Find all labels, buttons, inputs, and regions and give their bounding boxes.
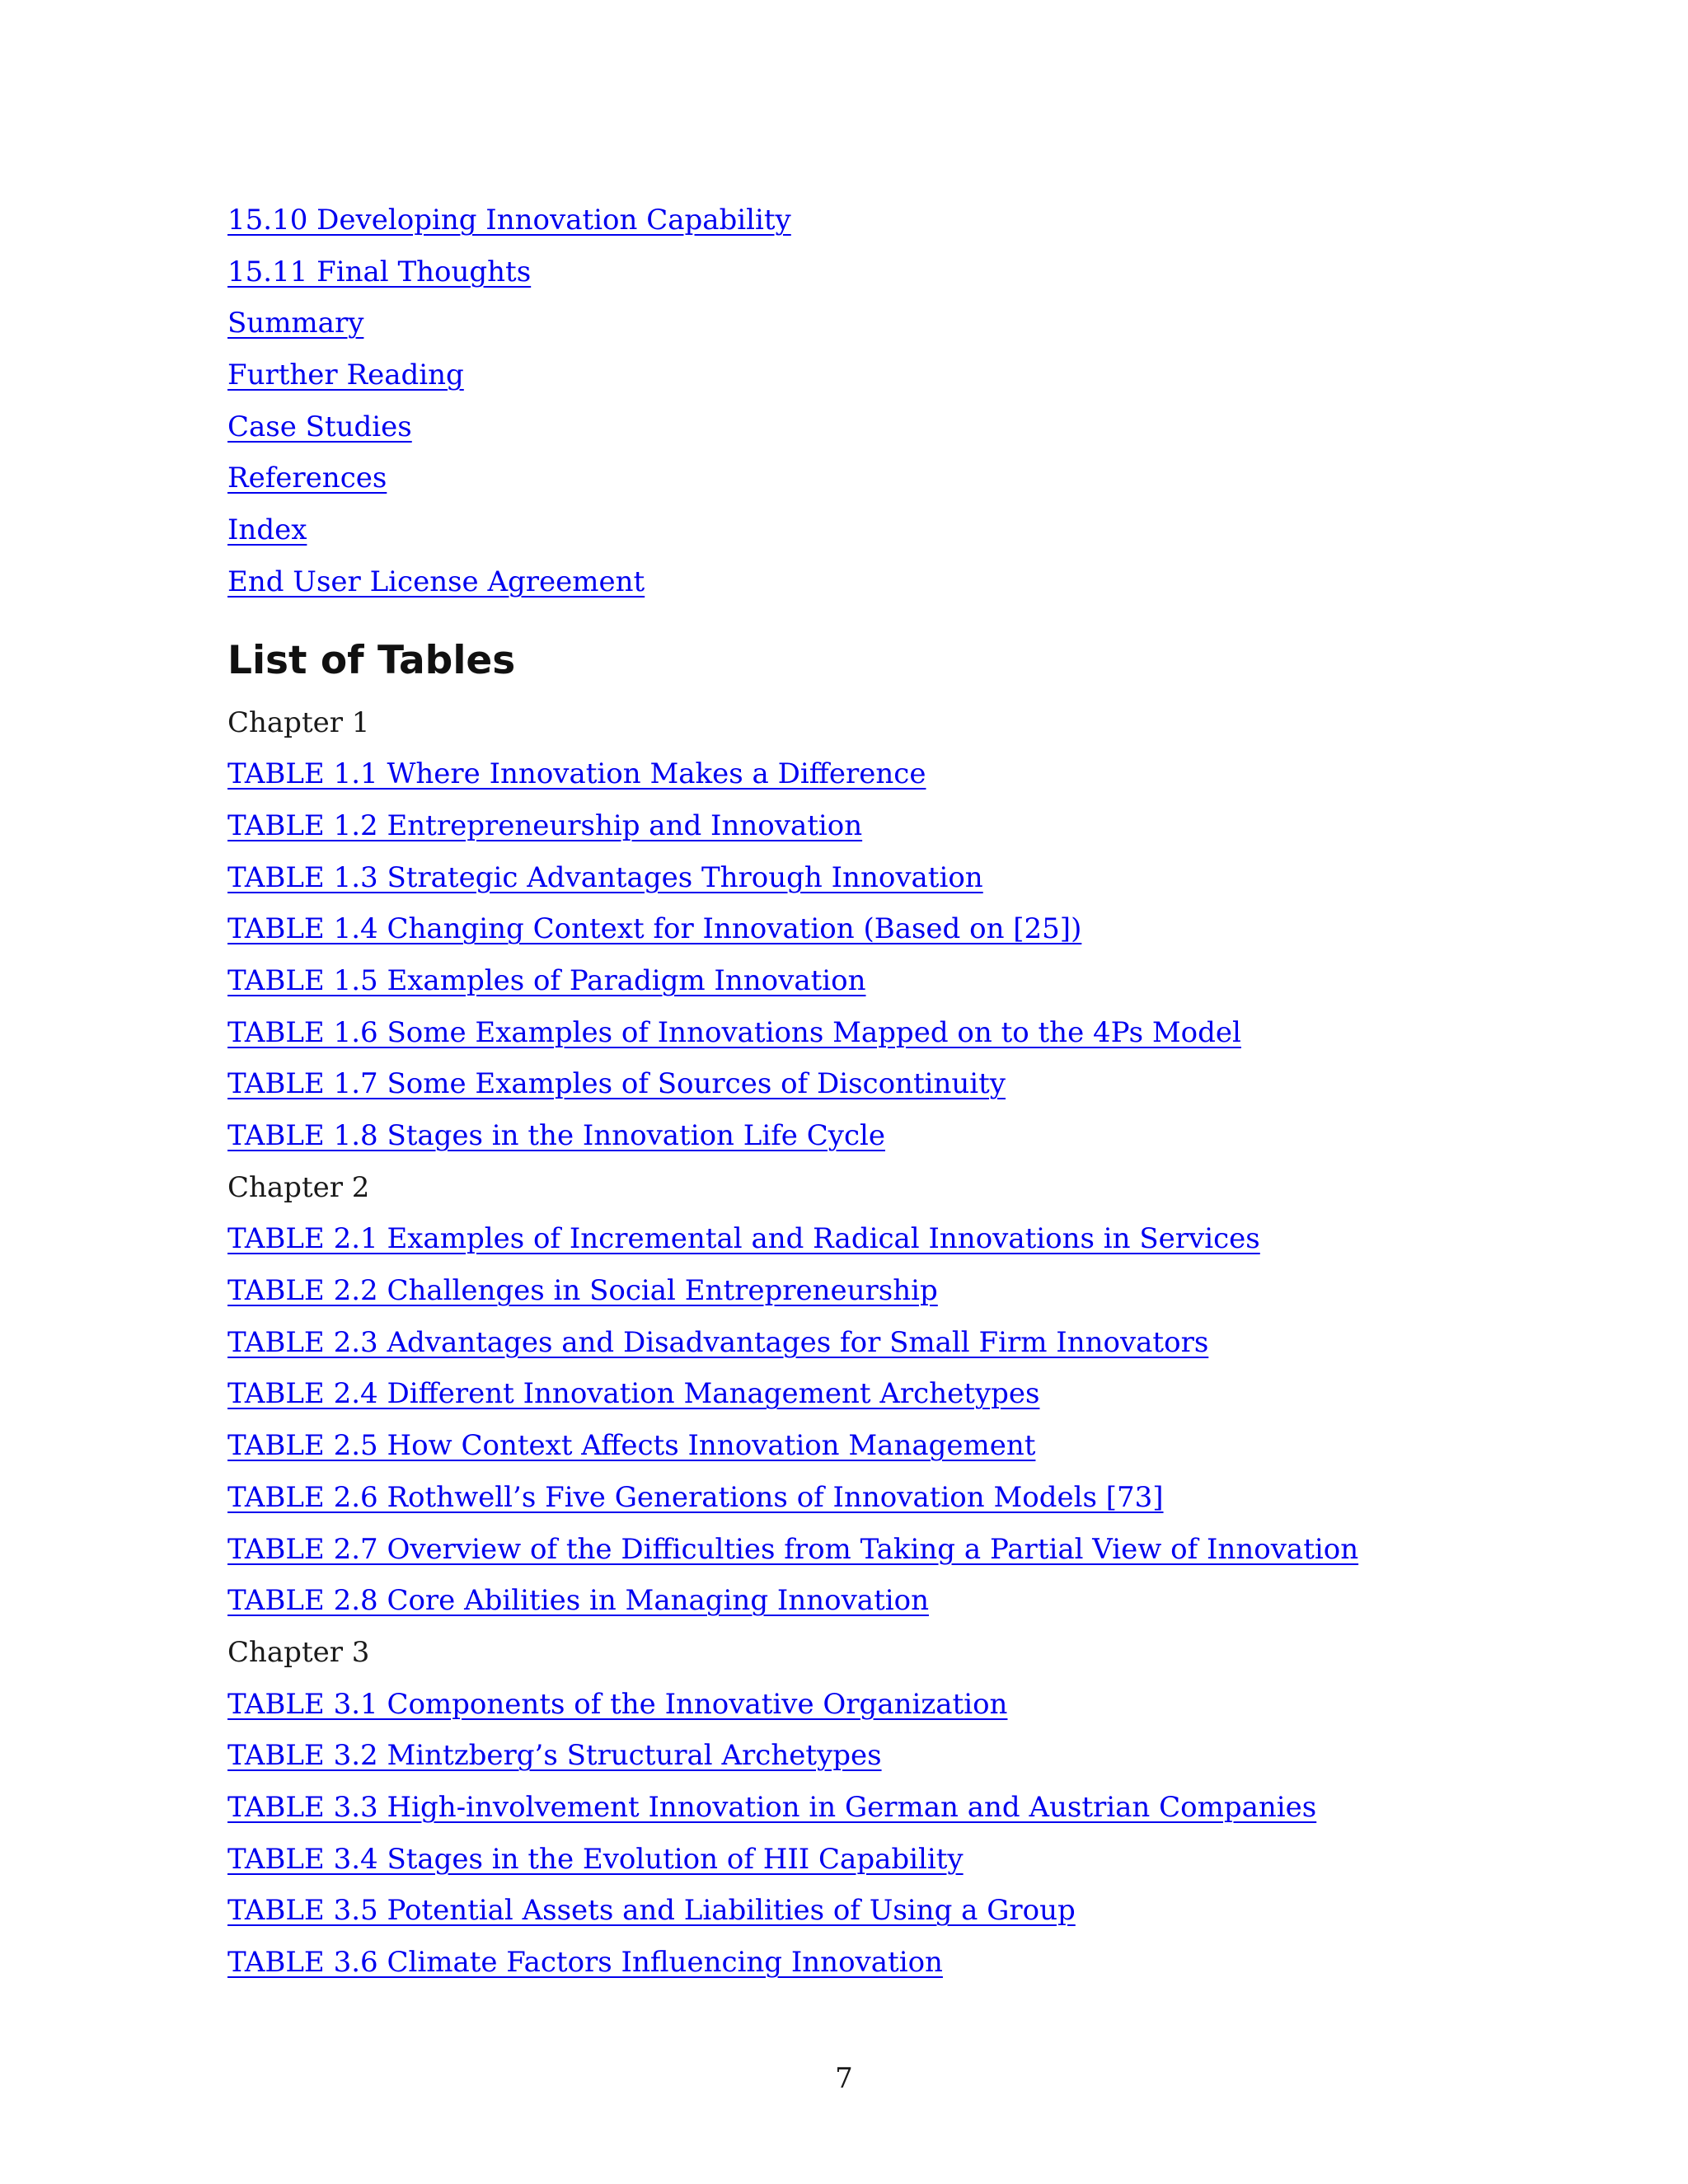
table-link-2-1[interactable]: TABLE 2.1 Examples of Incremental and Radical Innovations in Services: [227, 1222, 1260, 1256]
toc-continuation: [227, 194, 1579, 608]
document-page: [227, 194, 1579, 1989]
toc-link-index[interactable]: Index: [227, 513, 307, 547]
table-link-3-4[interactable]: TABLE 3.4 Stages in the Evolution of HII Capability: [227, 1842, 964, 1876]
toc-link-case-studies[interactable]: Case Studies: [227, 410, 412, 443]
chapter-label: Chapter 2: [227, 1170, 370, 1204]
chapter-1-group: [227, 697, 1579, 1162]
toc-link-15-11[interactable]: 15.11 Final Thoughts: [227, 255, 532, 288]
toc-link-references[interactable]: References: [227, 462, 387, 495]
table-link-3-1[interactable]: TABLE 3.1 Components of the Innovative Organization: [227, 1687, 1008, 1721]
table-link-3-5[interactable]: TABLE 3.5 Potential Assets and Liabilities of Using a Group: [227, 1894, 1076, 1928]
page-number: 7: [835, 2062, 853, 2095]
chapter-2-group: [227, 1162, 1579, 1627]
table-link-3-6[interactable]: TABLE 3.6 Climate Factors Influencing Innovation: [227, 1946, 943, 1979]
table-link-2-2[interactable]: TABLE 2.2 Challenges in Social Entrepreneurship: [227, 1274, 938, 1308]
table-link-1-6[interactable]: TABLE 1.6 Some Examples of Innovations Mapped on to the 4Ps Model: [227, 1015, 1241, 1049]
table-link-1-5[interactable]: TABLE 1.5 Examples of Paradigm Innovation: [227, 963, 866, 997]
chapter-label: Chapter 1: [227, 705, 370, 739]
toc-link-summary[interactable]: Summary: [227, 307, 364, 340]
toc-link-eula[interactable]: End User License Agreement: [227, 565, 645, 598]
table-link-1-7[interactable]: TABLE 1.7 Some Examples of Sources of Discontinuity: [227, 1067, 1006, 1101]
list-of-tables-heading: List of Tables: [227, 637, 516, 683]
chapter-label: Chapter 3: [227, 1635, 370, 1669]
table-link-3-2[interactable]: TABLE 3.2 Mintzberg’s Structural Archetypes: [227, 1739, 882, 1773]
table-link-3-3[interactable]: TABLE 3.3 High-involvement Innovation in German and Austrian Companies: [227, 1790, 1317, 1824]
table-link-2-8[interactable]: TABLE 2.8 Core Abilities in Managing Innovation: [227, 1584, 929, 1618]
table-link-1-1[interactable]: TABLE 1.1 Where Innovation Makes a Difference: [227, 757, 926, 791]
table-link-2-3[interactable]: TABLE 2.3 Advantages and Disadvantages for Small Firm Innovators: [227, 1325, 1209, 1359]
table-link-1-8[interactable]: TABLE 1.8 Stages in the Innovation Life Cycle: [227, 1119, 885, 1152]
toc-link-15-10[interactable]: 15.10 Developing Innovation Capability: [227, 204, 791, 237]
table-link-1-3[interactable]: TABLE 1.3 Strategic Advantages Through Innovation: [227, 860, 983, 894]
toc-link-further-reading[interactable]: Further Reading: [227, 359, 464, 392]
table-link-1-4[interactable]: TABLE 1.4 Changing Context for Innovation (Based on [25]): [227, 912, 1082, 946]
table-link-2-5[interactable]: TABLE 2.5 How Context Affects Innovation Management: [227, 1429, 1036, 1463]
table-link-2-4[interactable]: TABLE 2.4 Different Innovation Management Archetypes: [227, 1377, 1040, 1411]
table-link-2-7[interactable]: TABLE 2.7 Overview of the Difficulties from Taking a Partial View of Innovation: [227, 1532, 1359, 1566]
chapter-3-group: [227, 1627, 1579, 1989]
table-link-1-2[interactable]: TABLE 1.2 Entrepreneurship and Innovation: [227, 808, 863, 842]
table-link-2-6[interactable]: TABLE 2.6 Rothwell’s Five Generations of Innovation Models [73]: [227, 1480, 1164, 1514]
